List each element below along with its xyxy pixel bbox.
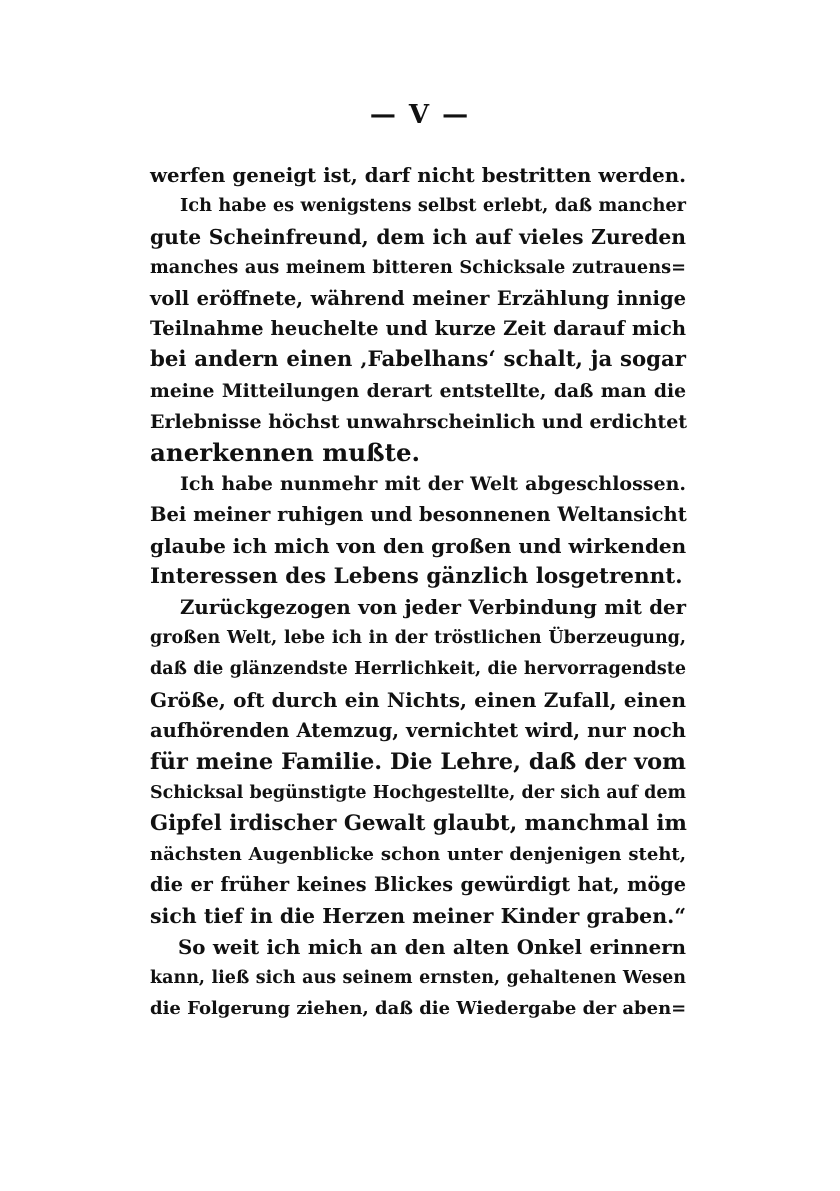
body-text <box>150 160 686 1025</box>
text-line: Ich habe es wenigstens selbst erlebt, daß mancher <box>180 194 686 216</box>
text-line: die er früher keines Blickes gewürdigt hat, möge <box>150 873 686 897</box>
text-line: Bei meiner ruhigen und besonnenen Weltansicht <box>150 502 687 526</box>
text-line: Schicksal begünstigte Hochgestellte, der sich auf dem <box>150 782 686 803</box>
text-line: aufhörenden Atemzug, vernichtet wird, nur noch <box>150 719 686 743</box>
text-line: sich tief in die Herzen meiner Kinder graben.“ <box>150 904 687 929</box>
paragraph-start: Zurückgezogen von jeder Verbindung mit der <box>180 595 686 620</box>
text-line: manches aus meinem bitteren Schicksale zutrauens= <box>150 256 686 278</box>
text-line: glaube ich mich von den großen und wirkenden <box>150 533 687 558</box>
text-line: meine Mitteilungen derart entstellte, daß man die <box>150 380 686 403</box>
text-line: kann, ließ sich aus seinem ernsten, gehaltenen Wesen <box>150 968 686 989</box>
text-line: großen Welt, lebe ich in der tröstlichen Überzeugung, <box>150 628 686 649</box>
paragraph-start: Ich habe nunmehr mit der Welt abgeschlossen. <box>180 472 686 495</box>
text-line: voll eröffnete, während meiner Erzählung innige <box>150 286 686 310</box>
text-line: Interessen des Lebens gänzlich losgetrennt. <box>150 563 683 589</box>
text-line: werfen geneigt ist, darf nicht bestritten werden. <box>150 163 686 187</box>
text-line: gute Scheinfreund, dem ich auf vieles Zureden <box>150 224 686 249</box>
text-line: die Folgerung ziehen, daß die Wiedergabe der aben= <box>150 998 687 1020</box>
text-line: für meine Familie. Die Lehre, daß der vom <box>150 748 686 775</box>
text-line: bei andern einen ‚Fabelhans‘ schalt, ja sogar <box>150 347 686 373</box>
text-line: Teilnahme heuchelte und kurze Zeit darauf mich <box>150 317 686 341</box>
paragraph-start: So weit ich mich an den alten Onkel erinnern <box>178 935 686 960</box>
text-line: daß die glänzendste Herrlichkeit, die hervorragendste <box>150 659 686 680</box>
text-line: Erlebnisse höchst unwahrscheinlich und erdichtet <box>150 411 688 434</box>
text-line: Gipfel irdischer Gewalt glaubt, manchmal im <box>150 810 687 836</box>
text-line: nächsten Augenblicke schon unter denjenigen steht, <box>150 843 686 865</box>
text-line: Größe, oft durch ein Nichts, einen Zufall, einen <box>150 688 686 713</box>
text-line: anerkennen mußte. <box>150 438 421 468</box>
page-number: — V — <box>369 100 471 130</box>
